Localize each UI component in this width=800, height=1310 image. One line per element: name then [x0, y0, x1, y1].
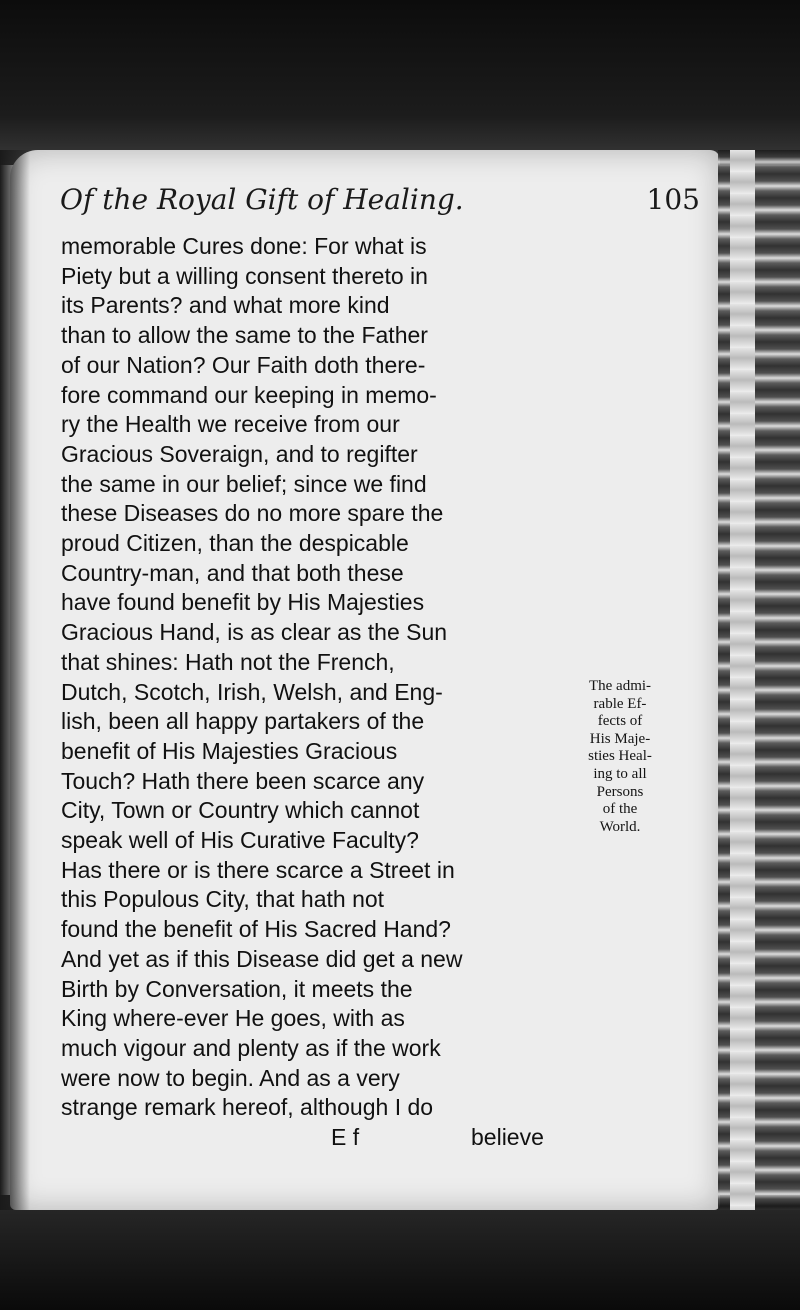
- dark-background-bottom: [0, 1195, 800, 1310]
- text-line: strange remark hereof, although I do: [61, 1094, 434, 1121]
- text-line: And yet as if this Disease did get a new: [61, 945, 463, 972]
- text-line: lish, been all happy partakers of the: [61, 708, 425, 735]
- text-line: benefit of His Majesties Gracious: [61, 737, 398, 764]
- margin-note-line: The admi-: [588, 678, 652, 694]
- text-line: Dutch, Scotch, Irish, Welsh, and Eng-: [61, 678, 443, 705]
- text-line: much vigour and plenty as if the work: [61, 1034, 441, 1061]
- text-line: Piety but a willing consent thereto in: [61, 262, 428, 289]
- text-line: Touch? Hath there been scarce any: [61, 767, 425, 794]
- text-line: that shines: Hath not the French,: [61, 648, 395, 675]
- text-line: this Populous City, that hath not: [61, 886, 385, 913]
- text-line: Gracious Hand, is as clear as the Sun: [61, 619, 448, 646]
- margin-note-line: sties Heal-: [588, 748, 652, 765]
- text-line: Country-man, and that both these: [61, 559, 404, 586]
- text-line: these Diseases do no more spare the: [61, 500, 444, 527]
- signature-mark: E f: [331, 1124, 360, 1151]
- page-header: [60, 183, 700, 227]
- text-line: than to allow the same to the Father: [61, 322, 428, 349]
- text-line: found the benefit of His Sacred Hand?: [61, 916, 451, 943]
- margin-note-line: ing to all: [593, 765, 647, 782]
- text-line: its Parents? and what more kind: [61, 292, 390, 319]
- text-line: were now to begin. And as a very: [61, 1064, 400, 1091]
- margin-note-line: rable Ef-: [593, 695, 647, 712]
- text-line: fore command our keeping in memo-: [61, 381, 437, 408]
- margin-note-line: World.: [599, 818, 641, 835]
- signature-line: [61, 1123, 681, 1151]
- dark-background-top: [0, 0, 800, 165]
- margin-note-line: fects of: [597, 713, 643, 730]
- binding-shadow: [0, 150, 30, 1210]
- text-line: proud Citizen, than the despicable: [61, 530, 409, 557]
- text-line: memorable Cures done: For what is: [61, 233, 427, 259]
- text-line: City, Town or Country which cannot: [61, 797, 420, 824]
- text-line: Gracious Soveraign, and to regifter: [61, 440, 418, 467]
- text-line: the same in our belief; since we find: [61, 470, 427, 497]
- margin-note-line: His Maje-: [589, 730, 651, 747]
- text-line: of our Nation? Our Faith doth there-: [61, 351, 426, 378]
- margin-note-line: Persons: [596, 783, 644, 800]
- margin-note-line: of the: [602, 801, 638, 818]
- text-line: speak well of His Curative Faculty?: [61, 827, 419, 854]
- text-line: ry the Health we receive from our: [61, 411, 400, 438]
- text-line: King where-ever He goes, with as: [61, 1005, 405, 1032]
- running-head: Of the Royal Gift of Healing.: [60, 183, 464, 216]
- page-edges-inner: [730, 150, 755, 1210]
- page-number: 105: [646, 183, 700, 216]
- catchword: believe: [471, 1124, 544, 1151]
- text-line: Has there or is there scarce a Street in: [61, 856, 455, 883]
- text-line: Birth by Conversation, it meets the: [61, 975, 413, 1002]
- margin-note: [570, 678, 670, 836]
- text-line: have found benefit by His Majesties: [61, 589, 425, 616]
